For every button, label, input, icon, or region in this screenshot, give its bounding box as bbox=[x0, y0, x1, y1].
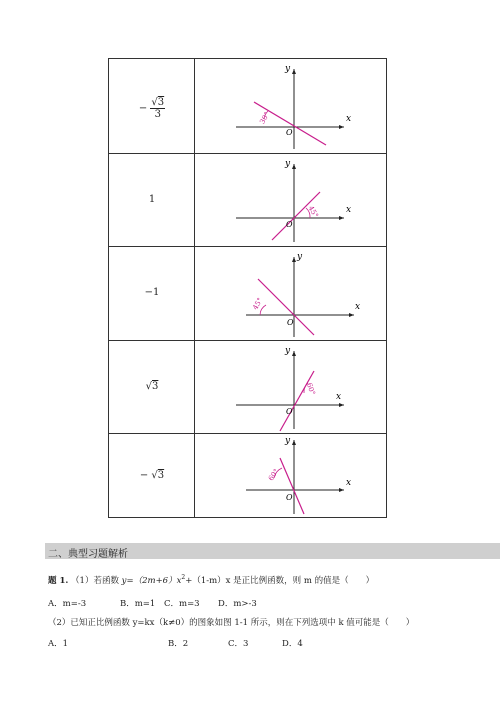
y-arrow bbox=[292, 351, 296, 356]
line-graph bbox=[196, 434, 386, 517]
y-label: y bbox=[285, 64, 291, 74]
k-value-cell bbox=[109, 341, 195, 433]
option-c[interactable]: C．m=3 bbox=[164, 599, 200, 609]
problem-1-part-2: （2）已知正比例函数 y=kx（k≠0）的图象如图 1-1 所示，则在下列选项中 k 值可能是（ ） bbox=[48, 618, 415, 628]
k-value-cell bbox=[109, 59, 195, 153]
option-d[interactable]: D．4 bbox=[282, 639, 303, 649]
x-label: x bbox=[355, 302, 361, 312]
k-radicand: 3 bbox=[157, 97, 165, 108]
graph-line bbox=[258, 279, 314, 335]
angle-label: 45° bbox=[251, 296, 265, 312]
graph-cell bbox=[196, 341, 386, 433]
k-denominator: 3 bbox=[154, 109, 161, 120]
option-a[interactable]: A．m=-3 bbox=[48, 599, 87, 609]
graph-line bbox=[280, 458, 304, 514]
origin-label: O bbox=[286, 220, 293, 229]
option-c[interactable]: C．3 bbox=[228, 639, 249, 649]
y-arrow bbox=[292, 440, 296, 445]
graph-cell bbox=[196, 154, 386, 246]
problem-label: 题 1. bbox=[48, 576, 69, 586]
x-label: x bbox=[336, 392, 342, 402]
option-b[interactable]: B．m=1 bbox=[120, 599, 156, 609]
y-arrow bbox=[292, 69, 296, 74]
line-graph bbox=[196, 247, 386, 341]
k-value: −1 bbox=[144, 287, 160, 298]
table-row bbox=[109, 341, 386, 434]
k-value: √3 bbox=[145, 381, 159, 392]
problem-1-part-1 bbox=[48, 574, 374, 586]
graph-cell bbox=[196, 247, 386, 340]
k-value: − √3 bbox=[139, 470, 165, 481]
k-value: − $\frac{√3}{3}$ bbox=[138, 97, 165, 120]
origin-label: O bbox=[287, 318, 294, 327]
graph-cell bbox=[196, 59, 386, 153]
x-label: x bbox=[346, 478, 352, 488]
x-arrow bbox=[339, 488, 344, 492]
graph-line bbox=[280, 371, 314, 431]
x-arrow bbox=[339, 125, 344, 129]
option-b[interactable]: B．2 bbox=[168, 639, 189, 649]
angle-label: 45° bbox=[306, 204, 320, 220]
table-row bbox=[109, 247, 386, 341]
origin-label: O bbox=[286, 128, 293, 137]
table-row bbox=[109, 59, 386, 154]
angle-label: 30° bbox=[258, 110, 272, 126]
part1-rest: +（1-m）x 是正比例函数，则 m 的值是（ ） bbox=[185, 576, 375, 586]
section-title: 二、典型习题解析 bbox=[48, 549, 128, 560]
k-value-cell bbox=[109, 434, 195, 517]
angle-label: 60° bbox=[266, 467, 281, 483]
k-sign: − bbox=[138, 103, 148, 114]
k-radicand: 3 bbox=[152, 381, 159, 392]
graph-cell bbox=[196, 434, 386, 517]
line-graph bbox=[196, 341, 386, 434]
origin-label: O bbox=[286, 493, 293, 502]
part1-func: y=（2m+6）x bbox=[121, 576, 182, 586]
k-sign: − bbox=[139, 470, 149, 481]
angle-label: 60° bbox=[304, 381, 317, 397]
slope-angle-table bbox=[108, 58, 387, 518]
part1-prefix: （1）若函数 bbox=[71, 576, 122, 586]
x-label: x bbox=[346, 114, 352, 124]
table-row bbox=[109, 434, 386, 517]
option-a[interactable]: A．1 bbox=[48, 639, 69, 649]
x-arrow bbox=[339, 403, 344, 407]
y-label: y bbox=[285, 436, 291, 446]
part1-exponent: 2 bbox=[181, 574, 186, 582]
y-label: y bbox=[285, 346, 291, 356]
y-arrow bbox=[292, 164, 296, 169]
table-row bbox=[109, 154, 386, 247]
y-label: y bbox=[297, 252, 303, 262]
k-value: 1 bbox=[148, 194, 156, 205]
line-graph bbox=[196, 59, 386, 154]
line-graph bbox=[196, 154, 386, 247]
k-value-cell bbox=[109, 154, 195, 246]
y-label: y bbox=[285, 159, 291, 169]
y-arrow bbox=[292, 257, 296, 262]
origin-label: O bbox=[286, 407, 293, 416]
x-label: x bbox=[346, 205, 352, 215]
k-radicand: 3 bbox=[157, 470, 165, 481]
x-arrow bbox=[339, 216, 344, 220]
k-value-cell bbox=[109, 247, 195, 340]
x-arrow bbox=[349, 313, 354, 317]
option-d[interactable]: D．m>-3 bbox=[218, 599, 257, 609]
